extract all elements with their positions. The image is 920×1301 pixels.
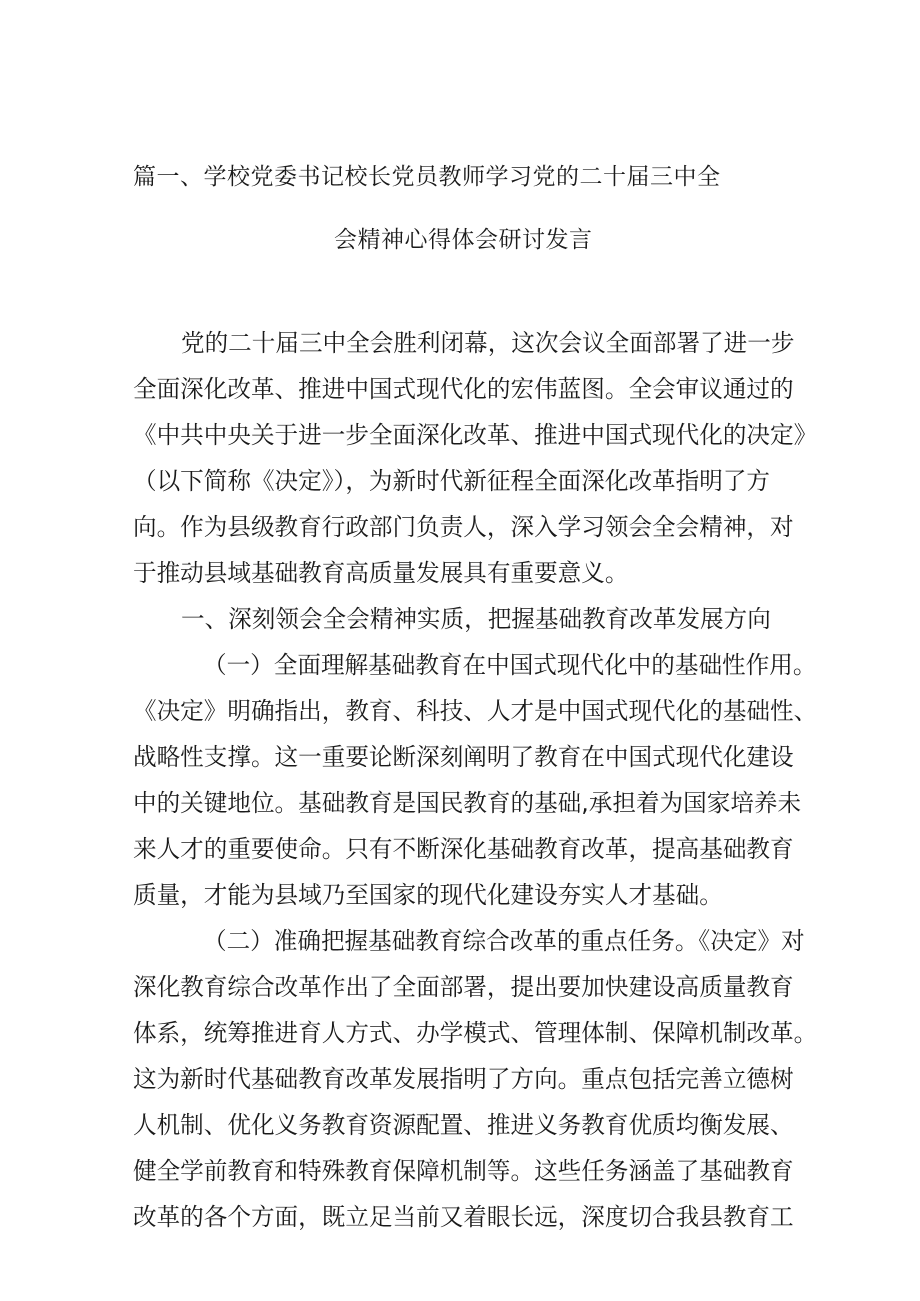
section-heading: 一、深刻领会全会精神实质，把握基础教育改革发展方向 xyxy=(181,605,771,633)
body-line: 体系，统筹推进育人方式、办学模式、管理体制、保障机制改革。 xyxy=(133,1019,818,1047)
document-title-line-1: 篇一、学校党委书记校长党员教师学习党的二十届三中全 xyxy=(133,164,721,190)
body-line: 党的二十届三中全会胜利闭幕，这次会议全面部署了进一步 xyxy=(181,329,795,357)
body-line: 《决定》明确指出，教育、科技、人才是中国式现代化的基础性、 xyxy=(133,697,818,725)
document-title-line-2: 会精神心得体会研讨发言 xyxy=(334,227,593,253)
body-line: 中的关键地位。基础教育是国民教育的基础,承担着为国家培养未 xyxy=(133,789,802,817)
body-line: 于推动县域基础教育高质量发展具有重要意义。 xyxy=(133,559,629,587)
body-line: 深化教育综合改革作出了全面部署，提出要加快建设高质量教育 xyxy=(133,973,794,1001)
body-line: 战略性支撑。这一重要论断深刻阐明了教育在中国式现代化建设 xyxy=(133,743,794,771)
subsection-heading: （一）全面理解基础教育在中国式现代化中的基础性作用。 xyxy=(203,651,817,679)
body-line: 这为新时代基础教育改革发展指明了方向。重点包括完善立德树 xyxy=(133,1065,794,1093)
body-line: 向。作为县级教育行政部门负责人，深入学习领会全会精神，对 xyxy=(133,513,794,541)
body-line: 《中共中央关于进一步全面深化改革、推进中国式现代化的决定》 xyxy=(133,421,818,449)
body-line: 人机制、优化义务教育资源配置、推进义务教育优质均衡发展、 xyxy=(133,1111,794,1139)
body-line: 全面深化改革、推进中国式现代化的宏伟蓝图。全会审议通过的 xyxy=(133,375,794,403)
body-line: 质量，才能为县域乃至国家的现代化建设夯实人才基础。 xyxy=(133,881,723,909)
subsection-heading: （二）准确把握基础教育综合改革的重点任务。《决定》对 xyxy=(203,927,805,955)
document-body xyxy=(133,320,818,1240)
body-line: 来人才的重要使命。只有不断深化基础教育改革，提高基础教育 xyxy=(133,835,794,863)
body-line: 改革的各个方面，既立足当前又着眼长远，深度切合我县教育工 xyxy=(133,1203,794,1231)
body-line: 健全学前教育和特殊教育保障机制等。这些任务涵盖了基础教育 xyxy=(133,1157,794,1185)
body-line: （以下简称《决定》），为新时代新征程全面深化改革指明了方 xyxy=(133,467,771,495)
